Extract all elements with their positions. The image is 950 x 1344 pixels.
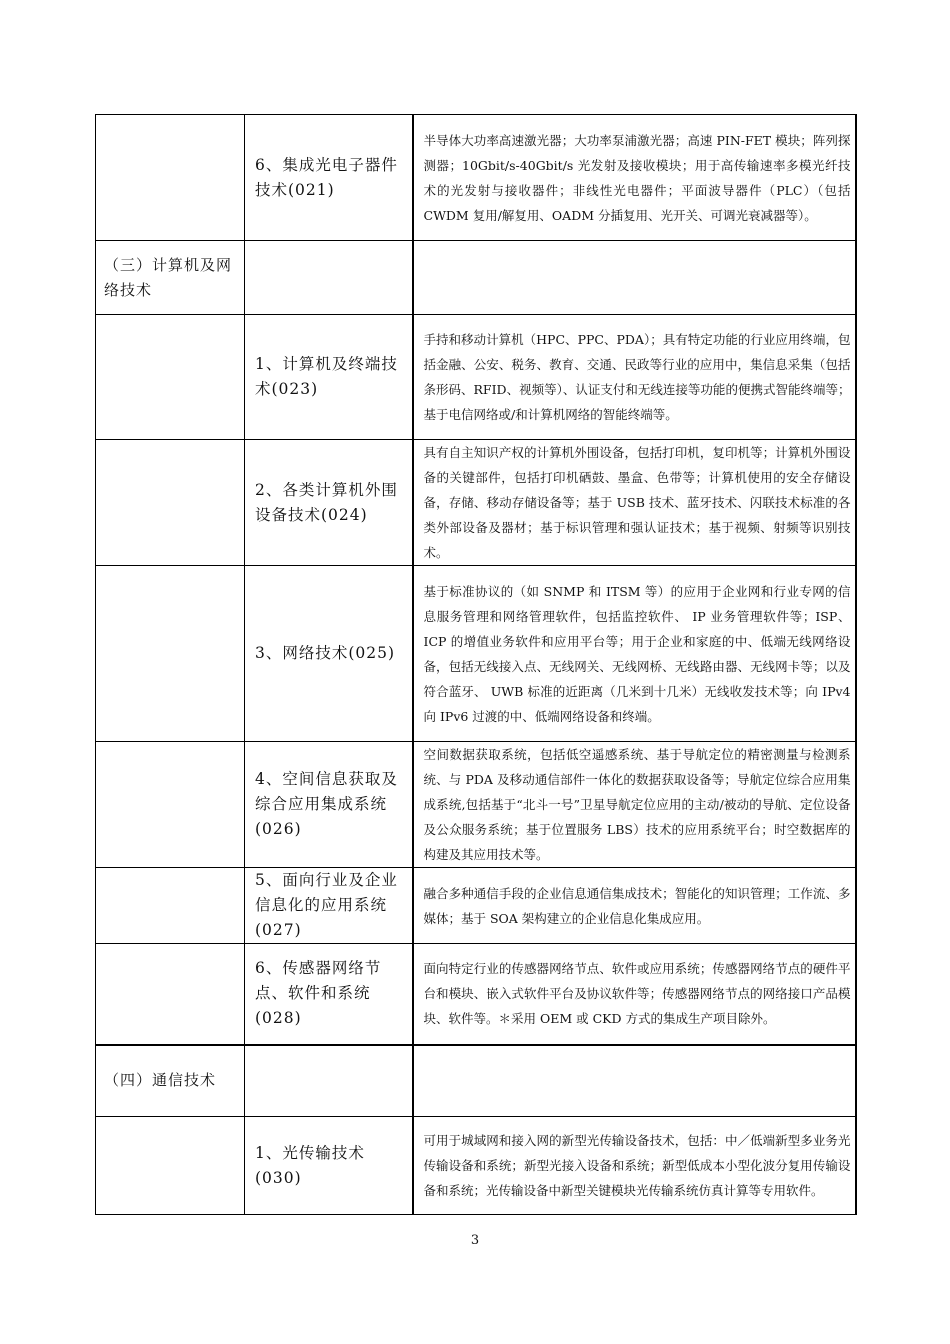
subcategory-cell: 4、空间信息获取及综合应用集成系统(026) [245, 742, 413, 868]
table-row [96, 944, 856, 1045]
subcategory-cell: 6、集成光电子器件技术(021) [245, 115, 413, 241]
description-cell [413, 1045, 856, 1117]
subcategory-cell [245, 241, 413, 315]
subcategory-cell [245, 1045, 413, 1117]
subcategory-cell: 2、各类计算机外围设备技术(024) [245, 440, 413, 566]
category-cell [96, 868, 245, 944]
description-cell: 空间数据获取系统，包括低空遥感系统、基于导航定位的精密测量与检测系统、与 PDA 及移动通信部件一体化的数据获取设备等；导航定位综合应用集成系统,包括基于“北斗一号”卫星导航定位应用的主动/被动的导航、定位设备及公众服务系统；基于位置服务 LBS）技术的应用系统平台；时空数据库的构建及其应用技术等。 [413, 742, 856, 868]
category-cell [96, 742, 245, 868]
table-row [96, 742, 856, 868]
subcategory-cell: 6、传感器网络节点、软件和系统 (028) [245, 944, 413, 1045]
subcategory-cell: 1、计算机及终端技术(023) [245, 315, 413, 440]
category-cell: （三）计算机及网络技术 [96, 241, 245, 315]
technology-table [95, 114, 857, 1215]
table-row [96, 868, 856, 944]
page-number: 3 [470, 1233, 480, 1248]
description-cell: 融合多种通信手段的企业信息通信集成技术；智能化的知识管理；工作流、多媒体；基于 SOA 架构建立的企业信息化集成应用。 [413, 868, 856, 944]
table-row [96, 241, 856, 315]
table-row [96, 566, 856, 742]
category-cell [96, 440, 245, 566]
table-row [96, 1117, 856, 1215]
category-cell [96, 944, 245, 1045]
description-cell: 面向特定行业的传感器网络节点、软件或应用系统；传感器网络节点的硬件平台和模块、嵌入式软件平台及协议软件等；传感器网络节点的网络接口产品模块、软件等。＊采用 OEM 或 CKD 方式的集成生产项目除外。 [413, 944, 856, 1045]
table-row [96, 1045, 856, 1117]
description-cell: 基于标准协议的（如 SNMP 和 ITSM 等）的应用于企业网和行业专网的信息服务管理和网络管理软件，包括监控软件、 IP 业务管理软件等；ISP、ICP 的增值业务软件和应用平台等；用于企业和家庭的中、低端无线网络设备，包括无线接入点、无线网关、无线网桥、无线路由器、无线网卡等；以及符合蓝牙、 UWB 标准的近距离（几米到十几米）无线收发技术等；向 IPv4 向 IPv6 过渡的中、低端网络设备和终端。 [413, 566, 856, 742]
category-cell [96, 115, 245, 241]
description-cell: 具有自主知识产权的计算机外围设备，包括打印机，复印机等；计算机外围设备的关键部件，包括打印机硒鼓、墨盒、色带等；计算机使用的安全存储设备，存储、移动存储设备等；基于 USB 技术、蓝牙技术、闪联技术标准的各类外部设备及器材；基于标识管理和强认证技术；基于视频、射频等识别技术。 [413, 440, 856, 566]
subcategory-cell: 3、网络技术(025) [245, 566, 413, 742]
category-cell [96, 315, 245, 440]
description-cell: 可用于城域网和接入网的新型光传输设备技术，包括：中／低端新型多业务光传输设备和系统；新型光接入设备和系统；新型低成本小型化波分复用传输设备和系统；光传输设备中新型关键模块光传输系统仿真计算等专用软件。 [413, 1117, 856, 1215]
subcategory-cell: 1、光传输技术(030) [245, 1117, 413, 1215]
description-cell: 半导体大功率高速激光器；大功率泵浦激光器；高速 PIN-FET 模块；阵列探测器；10Gbit/s-40Gbit/s 光发射及接收模块；用于高传输速率多模光纤技术的光发射与接收器件；非线性光电器件；平面波导器件（PLC）（包括 CWDM 复用/解复用、OADM 分插复用、光开关、可调光衰减器等）。 [413, 115, 856, 241]
description-cell [413, 241, 856, 315]
table-row [96, 440, 856, 566]
table-row [96, 115, 856, 241]
category-cell: （四）通信技术 [96, 1045, 245, 1117]
category-cell [96, 566, 245, 742]
subcategory-cell: 5、面向行业及企业信息化的应用系统(027) [245, 868, 413, 944]
category-cell [96, 1117, 245, 1215]
table-row [96, 315, 856, 440]
description-cell: 手持和移动计算机（HPC、PPC、PDA）；具有特定功能的行业应用终端，包括金融、公安、税务、教育、交通、民政等行业的应用中，集信息采集（包括条形码、RFID、视频等）、认证支付和无线连接等功能的便携式智能终端等；基于电信网络或/和计算机网络的智能终端等。 [413, 315, 856, 440]
